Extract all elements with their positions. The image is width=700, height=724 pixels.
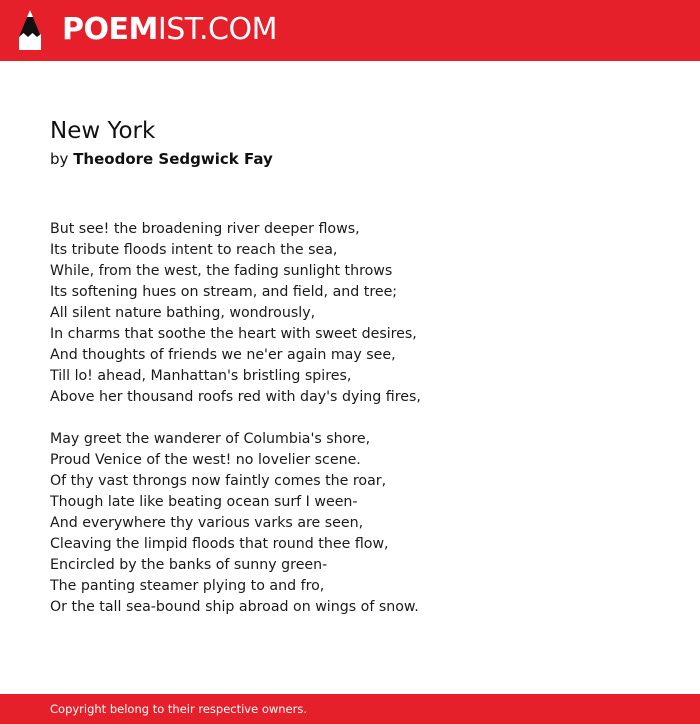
poem-line: Above her thousand roofs red with day's dying fires, [50,389,421,405]
poem-line: Cleaving the limpid floods that round thee flow, [50,536,389,552]
poem-line: May greet the wanderer of Columbia's shore, [50,431,371,447]
poem-line: But see! the broadening river deeper flows, [50,221,360,237]
poem-byline [50,149,273,169]
copyright-notice: Copyright belong to their respective owners. [50,702,308,716]
poem-line: Or the tall sea-bound ship abroad on wings of snow. [50,599,419,615]
poem-line: Of thy vast throngs now faintly comes the roar, [50,473,387,489]
poem-line: Till lo! ahead, Manhattan's bristling spires, [50,368,352,384]
stanza-2 [50,429,670,618]
poem-line: And thoughts of friends we ne'er again may see, [50,347,396,363]
site-footer [0,694,700,724]
poem-line: The panting steamer plying to and fro, [50,578,325,594]
poem-body [50,219,670,639]
poem-line: While, from the west, the fading sunlight throws [50,263,393,279]
byline-prefix: by [50,150,69,168]
site-header [0,0,700,61]
poem-line: And everywhere thy various varks are seen, [50,515,364,531]
poem-author: Theodore Sedgwick Fay [73,150,273,168]
poem-title: New York [50,118,156,144]
poem-line: Proud Venice of the west! no lovelier scene. [50,452,361,468]
poem-line: All silent nature bathing, wondrously, [50,305,316,321]
logo-light-text: IST.COM [157,12,277,47]
poem-line: In charms that soothe the heart with sweet desires, [50,326,417,342]
poem-line: Its tribute floods intent to reach the sea, [50,242,338,258]
poem-line: Though late like beating ocean surf I ween- [50,494,358,510]
poem-line: Its softening hues on stream, and field, and tree; [50,284,398,300]
stanza-1 [50,219,670,408]
poem-line: Encircled by the banks of sunny green- [50,557,328,573]
pencil-icon[interactable] [17,9,43,51]
site-logo[interactable] [62,11,277,49]
logo-bold-text: POEM [62,12,158,47]
